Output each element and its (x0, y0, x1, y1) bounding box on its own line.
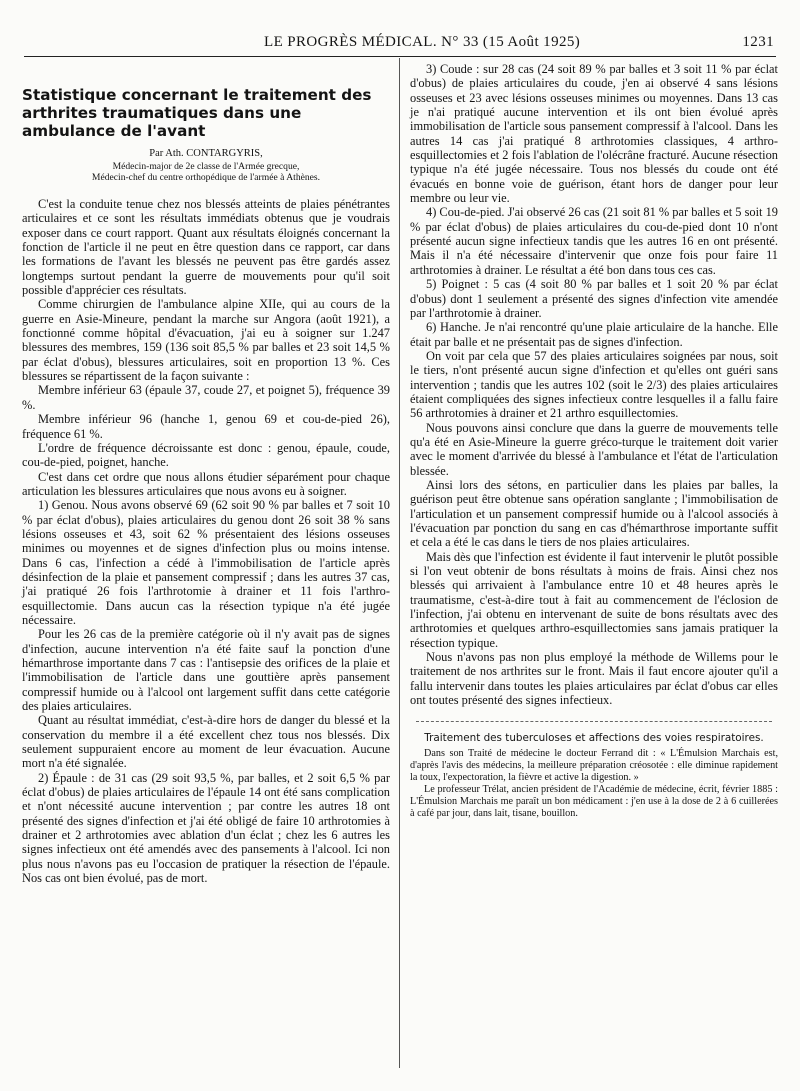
running-head (24, 34, 776, 52)
notice-paragraph: Le professeur Trélat, ancien président de l'Académie de médecine, écrit, février 1885 : L'Émulsion Marchais me paraît un bon médicament : j'en use à la dose de 2 à 6 cuillerées à café par jour, dans lait, tisane, bouillon. (410, 784, 778, 820)
body-paragraph: Ainsi lors des sétons, en particulier dans les plaies par balles, la guérison peut être obtenue sans opération sanglante ; l'immobilisation de l'articulation et un pansement compressif humide ou à l'alcool associés à l'évacuation par ponction du sang en cas d'hémarthrose importante suffit et cela a été le cas dans le tiers de nos plaies articulaires. (410, 477, 778, 550)
body-paragraph: Membre inférieur 96 (hanche 1, genou 69 et cou-de-pied 26), fréquence 61 %. (22, 412, 390, 441)
body-paragraph: 1) Genou. Nous avons observé 69 (62 soit 90 % par balles et 7 soit 10 % par éclat d'obus), plaies articulaires du genou dont 26 soit 38 % sans lésions osseuses et 43, soit 62 % présentaient des lésions osseuses minimes ou moyennes et de signes d'infection plus ou moins intense. Dans 6 cas, l'infection a cédé à l'immobilisation de l'article après désinfection de la plaie et pansement compressif ; dans les autres 37 cas, j'ai pratiqué 26 fois l'arthrotomie à drainer et 11 fois l'arthro-esquillectomie. Dans aucun cas la résection typique n'a été jugée nécessaire. (22, 498, 390, 627)
body-paragraph: Membre inférieur 63 (épaule 37, coude 27, et poignet 5), fréquence 39 %. (22, 383, 390, 412)
notice-title: Traitement des tuberculoses et affections des voies respiratoires. (424, 732, 764, 745)
body-paragraph: 5) Poignet : 5 cas (4 soit 80 % par balles et 1 soit 20 % par éclat d'obus) dont 1 seulement a présenté des signes d'infection vite amendée par l'arthrotomie à drainer. (410, 277, 778, 320)
notice-paragraph: Dans son Traité de médecine le docteur Ferrand dit : « L'Émulsion Marchais est, d'après l'avis des médecins, la meilleure préparation créosotée : elle diminue rapidement la toux, l'expectoration, la fièvre et active la digestion. » (410, 748, 778, 784)
body-paragraph: 4) Cou-de-pied. J'ai observé 26 cas (21 soit 81 % par balles et 5 soit 19 % par éclat d'obus) de plaies articulaires du cou-de-pied dont 10 n'ont présenté aucun signe infectieux tandis que les autres 16 en ont présenté. Mais il n'a été nécessaire d'intervenir que onze fois pour faire 11 arthrotomies à drainer. Le résultat a été bon dans tous ces cas. (410, 205, 778, 277)
body-paragraph: Pour les 26 cas de la première catégorie où il n'y avait pas de signes d'infection, aucune intervention n'a été faite sauf la ponction d'une hémarthrose importante dans 7 cas : l'antisepsie des orifices de la plaie et l'immobilisation de l'article dans une gouttière après pansement compressif humide ou à l'alcool ont largement suffit dans cette catégorie des plaies articulaires. (22, 627, 390, 714)
body-paragraph: C'est la conduite tenue chez nos blessés atteints de plaies pénétrantes articulaires et ce sont les résultats immédiats obtenus que je voudrais exposer dans ce court rapport. Quant aux résultats éloignés concernant la fonction de l'article il ne peut en être question dans ce rapport, car dans les formations de l'avant les blessés ne peuvent pas être gardés assez longtemps surtout pendant la guerre de mouvements pour qu'il soit possible d'apprécier ces résultats. (22, 197, 390, 298)
body-paragraph: 2) Épaule : de 31 cas (29 soit 93,5 %, par balles, et 2 soit 6,5 % par éclat d'obus) de plaies articulaires de l'épaule 14 ont été sans complication et n'ont nécessité aucune intervention ; par contre les autres 18 ont présenté des signes d'infection et j'ai été obligé de faire 10 arthrotomies à drainer et 2 arthrotomies avec ablation d'un éclat ; chez les 6 autres les signes infectieux ont été amendés avec des pansements à l'alcool. Ici non plus nous n'avons pas eu l'occasion de pratiquer la résection de l'épaule. Nos cas ont bien évolué, pas de mort. (22, 770, 390, 886)
body-paragraph: Comme chirurgien de l'ambulance alpine XIIe, qui au cours de la guerre en Asie-Mineure, pendant la marche sur Angora (août 1921), a fonctionné comme hôpital d'évacuation, j'ai eu à soigner sur 1.247 blessures des membres, 159 (136 soit 85,5 % par balles et 23 soit 14,5 % par éclat d'obus), blessures articulaires, soit en proportion 13 %. Ces blessures se répartissent de la façon suivante : (22, 297, 390, 384)
affiliation-line: Médecin-chef du centre orthopédique de l'armée à Athènes. (91, 172, 321, 183)
body-paragraph: Mais dès que l'infection est évidente il faut intervenir le plutôt possible si l'on veut obtenir de bons résultats à moins de frais. Ainsi chez nos blessés qui arrivaient à l'ambulance entre 10 et 48 heures après le traumatisme, c'est-à-dire tout à fait au commencement de l'éclosion de l'infection, j'ai obtenu en intervenant de suite de bons résultats avec des arthrotomies et quelques arthro-esquillectomies sans jamais pratiquer la résection typique. (410, 549, 778, 650)
body-paragraph: Quant au résultat immédiat, c'est-à-dire hors de danger du blessé et la conservation du membre il a été excellent chez tous nos blessés. Dix seulement suppuraient encore au moment de leur évacuation. Aucune mort n'a été signalée. (22, 713, 390, 771)
body-paragraph: Nous pouvons ainsi conclure que dans la guerre de mouvements telle qu'a été en Asie-Mineure la guerre gréco-turque le traitement doit varier avec le moment d'arrivée du blessé à l'ambulance et l'état de l'articulation blessée. (410, 420, 778, 478)
body-paragraph: 3) Coude : sur 28 cas (24 soit 89 % par balles et 3 soit 11 % par éclat d'obus) de plaies articulaires du coude, j'en ai observé 4 sans lésions osseuses et 23 avec lésions osseuses minimes ou moyennes. Dans 13 cas je n'ai pratiqué aucune intervention et ils ont bien évolué après immobilisation de l'article sous pansement compressif à l'alcool. Dans les autres 14 cas j'ai pratiqué 8 arthrotomies classiques, 4 arthro-esquillectomies et 2 fois l'ablation de l'olécrâne fracturé. Aucune résection typique n'a été jugée nécessaire. Tous nos blessés du coude ont été évacués en bonne voie de guérison, étant hors de danger pour leur membre ou leur vie. (410, 62, 778, 206)
author-affiliation (22, 161, 390, 183)
notice-separator (416, 721, 772, 722)
article-title: Statistique concernant le traitement des arthrites traumatiques dans une ambulance de l'avant (22, 86, 372, 140)
author-byline: Par Ath. CONTARGYRIS, (149, 148, 263, 159)
column-divider (399, 58, 400, 1068)
header-rule (24, 56, 776, 57)
running-title: LE PROGRÈS MÉDICAL. N° 33 (15 Août 1925) (264, 34, 581, 50)
affiliation-line: Médecin-major de 2e classe de l'Armée grecque, (112, 161, 300, 172)
body-paragraph: 6) Hanche. Je n'ai rencontré qu'une plaie articulaire de la hanche. Elle était par balle et ne présentait pas de signes d'infection. (410, 320, 778, 349)
body-paragraph: On voit par cela que 57 des plaies articulaires soignées par nous, soit le tiers, n'ont présenté aucun signe d'infection et qu'elles ont guéri sans intervention ; tandis que les autres 102 (soit le 2/3) des plaies articulaires étaient compliquées des signes infectieux contre lesquelles il a fallu faire 56 arthrotomies à drainer et 21 arthro esquillectomies. (410, 348, 778, 421)
body-paragraph: Nous n'avons pas non plus employé la méthode de Willems pour le traitement de nos arthrites sur le front. Mais il faut encore ajouter qu'il a fallu intervenir dans toutes les plaies articulaires par éclat d'obus car elles ont toutes présenté des signes infectieux. (410, 650, 778, 708)
page-number: 1231 (742, 34, 774, 50)
left-column (22, 86, 390, 886)
body-paragraph: L'ordre de fréquence décroissante est donc : genou, épaule, coude, cou-de-pied, poignet, hanche. (22, 440, 390, 470)
body-paragraph: C'est dans cet ordre que nous allons étudier séparément pour chaque articulation les blessures articulaires que nous avons eu à soigner. (22, 469, 390, 498)
right-column (410, 62, 778, 820)
